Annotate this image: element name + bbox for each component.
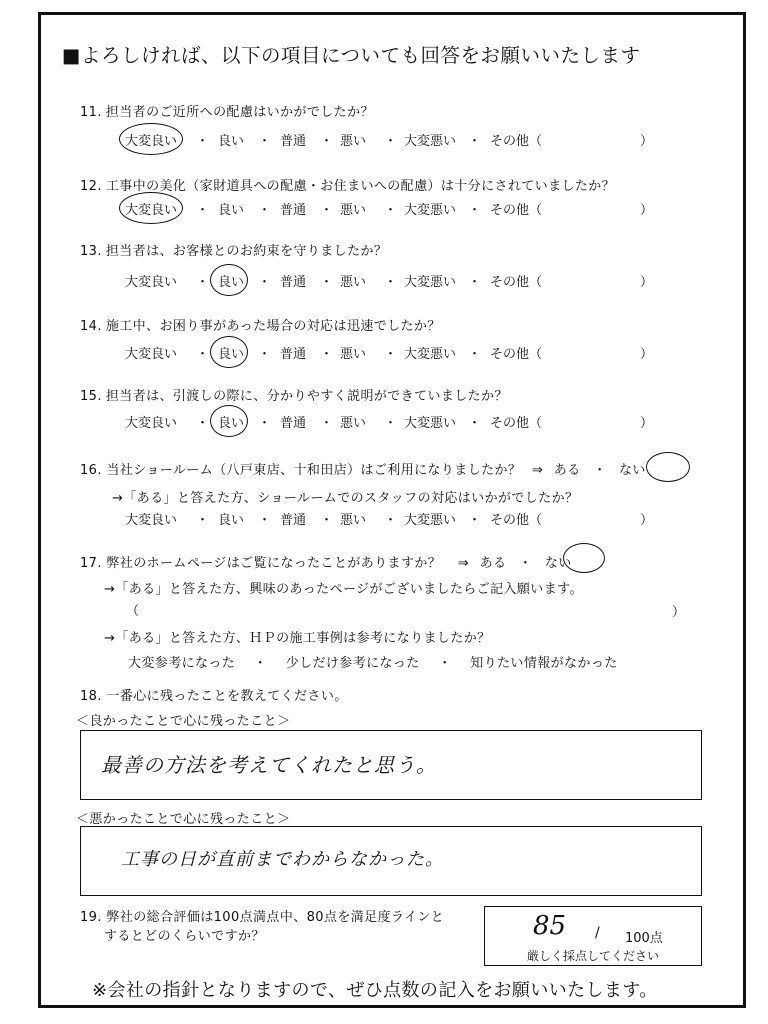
q16-separator-1: ・ — [196, 513, 210, 528]
question-number: 13. — [80, 244, 102, 259]
q16-option-2[interactable]: 良い — [218, 513, 245, 528]
q11-selection-circle — [119, 123, 183, 155]
q12-option-3[interactable]: 普通 — [280, 203, 307, 218]
q15-option-2[interactable]: 良い — [218, 416, 245, 431]
q14-separator-3: ・ — [320, 347, 334, 362]
q15-option-3[interactable]: 普通 — [280, 416, 307, 431]
question-text: 施工中、お困り事があった場合の対応は迅速でしたか？ — [105, 319, 441, 334]
q19-number: 19. — [80, 910, 102, 925]
q16-option-yes[interactable]: ある — [553, 463, 581, 478]
q16-separator: ・ — [593, 463, 607, 478]
q15-separator-3: ・ — [320, 416, 334, 431]
question-15 — [80, 385, 508, 404]
q13-separator-5: ・ — [468, 275, 482, 290]
q15-separator-5: ・ — [468, 416, 482, 431]
question-number: 11. — [80, 105, 102, 120]
q15-separator-2: ・ — [258, 416, 272, 431]
q17-hp-options — [128, 652, 618, 671]
q18-good-label: ＜良かったことで心に残ったこと＞ — [76, 714, 291, 729]
q14-option-5[interactable]: 大変悪い — [404, 347, 457, 362]
question-11 — [80, 101, 374, 120]
footer-note: ※会社の指針となりますので、ぜひ点数の記入をお願いいたします。 — [92, 980, 658, 1001]
q18-good-answer: 最善の方法を考えてくれたと思う。 — [101, 753, 437, 777]
q12-separator-1: ・ — [196, 203, 210, 218]
q11-separator-4: ・ — [384, 134, 398, 149]
q16-option-7: ） — [640, 513, 654, 528]
q17-followup-1: →「ある」と答えた方、興味のあったページがございましたらご記入願います。 — [104, 582, 583, 597]
q17-hp-separator-2: ・ — [438, 656, 452, 671]
q17-arrow: ⇒ — [457, 556, 470, 571]
q11-separator-2: ・ — [258, 134, 272, 149]
question-12 — [80, 175, 615, 194]
q11-separator-5: ・ — [468, 134, 482, 149]
q12-option-7: ） — [640, 203, 654, 218]
q18-number: 18. — [80, 689, 102, 704]
q19-text-1: 弊社の総合評価は100点満点中、80点を満足度ラインと — [106, 910, 445, 925]
q19-score-box[interactable] — [484, 906, 702, 966]
q11-option-6[interactable]: その他（ — [490, 134, 543, 149]
q17-text: 弊社のホームページはご覧になったことがありますか？ — [106, 556, 442, 571]
q13-separator-1: ・ — [196, 275, 210, 290]
q15-selection-circle — [210, 405, 248, 437]
q17-number: 17. — [80, 556, 102, 571]
q14-option-1[interactable]: 大変良い — [125, 347, 178, 362]
q14-option-6[interactable]: その他（ — [490, 347, 543, 362]
question-text: 担当者は、引渡しの際に、分かりやすく説明ができていましたか？ — [105, 389, 508, 404]
q16-separator-4: ・ — [384, 513, 398, 528]
question-16 — [80, 459, 646, 478]
q19-text-2: するとどのくらいですか？ — [104, 929, 265, 944]
q16-arrow: ⇒ — [531, 463, 544, 478]
q13-option-1[interactable]: 大変良い — [125, 275, 178, 290]
q14-separator-4: ・ — [384, 347, 398, 362]
q13-option-6[interactable]: その他（ — [490, 275, 543, 290]
q14-separator-2: ・ — [258, 347, 272, 362]
q13-option-4[interactable]: 悪い — [340, 275, 367, 290]
q17-selection-circle — [563, 543, 605, 573]
q13-option-2[interactable]: 良い — [218, 275, 245, 290]
q15-separator-1: ・ — [196, 416, 210, 431]
q12-separator-5: ・ — [468, 203, 482, 218]
question-19 — [80, 906, 444, 925]
q12-separator-2: ・ — [258, 203, 272, 218]
q14-option-3[interactable]: 普通 — [280, 347, 307, 362]
q16-option-1[interactable]: 大変良い — [125, 513, 178, 528]
q12-option-5[interactable]: 大変悪い — [404, 203, 457, 218]
q17-paren-close: ） — [672, 605, 686, 620]
q16-number: 16. — [80, 463, 102, 478]
q15-option-1[interactable]: 大変良い — [125, 416, 178, 431]
q17-hp-option-3[interactable]: 知りたい情報がなかった — [470, 656, 618, 671]
q17-followup-2: →「ある」と答えた方、ＨＰの施工事例は参考になりましたか？ — [104, 631, 491, 646]
q12-separator-4: ・ — [384, 203, 398, 218]
q16-option-4[interactable]: 悪い — [340, 513, 367, 528]
q12-option-1[interactable]: 大変良い — [125, 203, 178, 218]
q15-option-4[interactable]: 悪い — [340, 416, 367, 431]
q18-bad-answer: 工事の日が直前までわからなかった。 — [121, 849, 444, 870]
q17-option-yes[interactable]: ある — [479, 556, 507, 571]
q12-selection-circle — [119, 192, 183, 224]
q15-option-7: ） — [640, 416, 654, 431]
question-number: 15. — [80, 389, 102, 404]
q17-option-no[interactable]: ない — [544, 556, 572, 571]
question-text: 担当者のご近所への配慮はいかがでしたか？ — [105, 105, 374, 120]
q18-good-answer-box[interactable] — [80, 730, 702, 800]
q11-option-1[interactable]: 大変良い — [125, 134, 178, 149]
q18-bad-label: ＜悪かったことで心に残ったこと＞ — [76, 812, 291, 827]
q12-option-2[interactable]: 良い — [218, 203, 245, 218]
q15-option-6[interactable]: その他（ — [490, 416, 543, 431]
q17-hp-separator-1: ・ — [253, 656, 268, 671]
q17-hp-option-2[interactable]: 少しだけ参考になった — [285, 656, 420, 671]
q13-option-3[interactable]: 普通 — [280, 275, 307, 290]
q13-separator-4: ・ — [384, 275, 398, 290]
q15-option-5[interactable]: 大変悪い — [404, 416, 457, 431]
q13-separator-2: ・ — [258, 275, 272, 290]
q11-option-3[interactable]: 普通 — [280, 134, 307, 149]
question-text: 担当者は、お客様とのお約束を守りましたか？ — [105, 244, 388, 259]
q14-option-7: ） — [640, 347, 654, 362]
q16-option-6[interactable]: その他（ — [490, 513, 543, 528]
q11-option-7: ） — [640, 134, 654, 149]
q14-option-4[interactable]: 悪い — [340, 347, 367, 362]
question-number: 14. — [80, 319, 102, 334]
q16-option-5[interactable]: 大変悪い — [404, 513, 457, 528]
question-13 — [80, 240, 387, 259]
q17-paren-open: （ — [126, 604, 140, 619]
q14-option-2[interactable]: 良い — [218, 347, 245, 362]
q19-score-max: 100点 — [625, 931, 663, 946]
q19-score-slash: / — [595, 925, 600, 941]
q16-separator-2: ・ — [258, 513, 272, 528]
q19-score-value: 85 — [533, 911, 567, 941]
q11-separator-3: ・ — [320, 134, 334, 149]
header-square: ■ — [62, 44, 81, 67]
q18-bad-answer-box[interactable] — [80, 826, 702, 896]
q11-option-2[interactable]: 良い — [218, 134, 245, 149]
q13-option-5[interactable]: 大変悪い — [404, 275, 457, 290]
q11-option-4[interactable]: 悪い — [340, 134, 367, 149]
q16-option-3[interactable]: 普通 — [280, 513, 307, 528]
q12-option-6[interactable]: その他（ — [490, 203, 543, 218]
q17-separator: ・ — [518, 556, 533, 571]
q15-separator-4: ・ — [384, 416, 398, 431]
question-text: 工事中の美化（家財道具への配慮・お住まいへの配慮）は十分にされていましたか？ — [105, 179, 616, 194]
q12-option-4[interactable]: 悪い — [340, 203, 367, 218]
q17-hp-option-1[interactable]: 大変参考になった — [128, 656, 236, 671]
q19-score-note: 厳しく採点してください — [527, 949, 660, 963]
q16-separator-5: ・ — [468, 513, 482, 528]
q16-option-no[interactable]: ない — [619, 463, 646, 478]
question-number: 12. — [80, 179, 102, 194]
q16-selection-circle — [646, 452, 690, 482]
q13-selection-circle — [210, 264, 248, 296]
question-18 — [80, 685, 348, 704]
q16-text: 当社ショールーム（八戸東店、十和田店）はご利用になりましたか？ — [106, 463, 522, 478]
header-text: よろしければ、以下の項目についても回答をお願いいたします — [80, 44, 641, 67]
q11-option-5[interactable]: 大変悪い — [404, 134, 457, 149]
question-17 — [80, 552, 572, 571]
q14-selection-circle — [210, 336, 248, 368]
q13-option-7: ） — [640, 275, 654, 290]
q12-separator-3: ・ — [320, 203, 334, 218]
q16-followup: →「ある」と答えた方、ショールームでのスタッフの対応はいかがでしたか？ — [112, 491, 579, 506]
q16-separator-3: ・ — [320, 513, 334, 528]
question-14 — [80, 315, 441, 334]
q13-separator-3: ・ — [320, 275, 334, 290]
q11-separator-1: ・ — [196, 134, 210, 149]
q14-separator-5: ・ — [468, 347, 482, 362]
section-header — [62, 40, 641, 68]
q18-text: 一番心に残ったことを教えてください。 — [106, 689, 348, 704]
q14-separator-1: ・ — [196, 347, 210, 362]
